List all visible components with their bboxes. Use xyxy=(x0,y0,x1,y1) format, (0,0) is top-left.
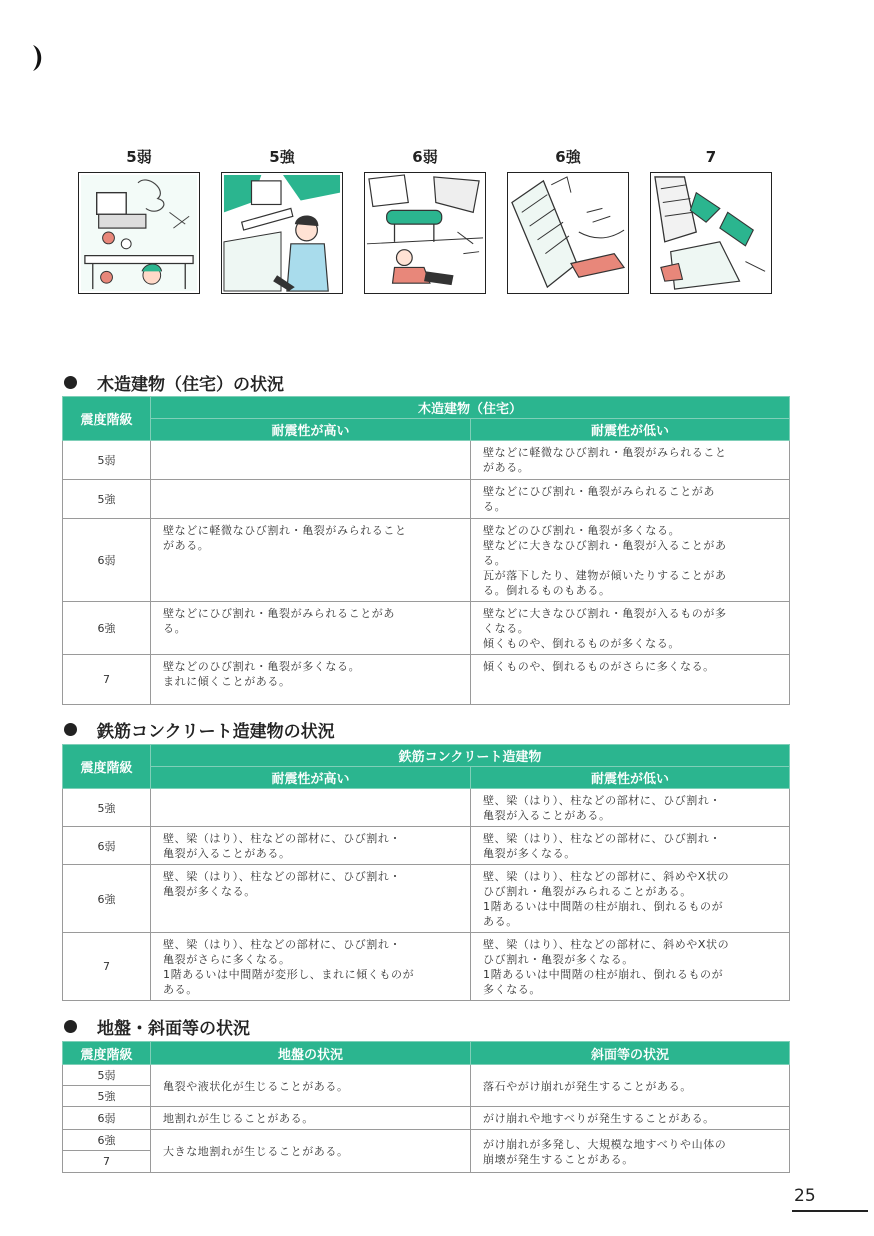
ground-cell: 地割れが生じることがある。 xyxy=(151,1107,471,1130)
level-cell: 6強 xyxy=(63,865,151,933)
panel-5-upper xyxy=(221,146,343,168)
low-cell: 傾くものや、倒れるものがさらに多くなる。 xyxy=(471,655,790,705)
ground-table xyxy=(62,1041,790,1173)
high-cell xyxy=(151,789,471,827)
slope-cell: 落石やがけ崩れが発生することがある。 xyxy=(471,1065,790,1107)
low-cell: 壁、梁（はり）、柱などの部材に、斜めやX状の ひび割れ・亀裂が多くなる。 1階あるいは中間階の柱が崩れ、倒れるものが 多くなる。 xyxy=(471,933,790,1001)
header-level: 震度階級 xyxy=(63,397,151,441)
slope-cell: がけ崩れや地すべりが発生することがある。 xyxy=(471,1107,790,1130)
level-cell: 5強 xyxy=(63,789,151,827)
bullet-icon xyxy=(64,723,77,736)
header-level: 震度階級 xyxy=(63,745,151,789)
section-title-text: 木造建物（住宅）の状況 xyxy=(97,375,284,395)
table-row xyxy=(63,602,790,655)
level-cell: 7 xyxy=(63,655,151,705)
table-row xyxy=(63,1065,790,1086)
high-cell: 壁、梁（はり）、柱などの部材に、ひび割れ・ 亀裂がさらに多くなる。 1階あるいは中間階が変形し、まれに傾くものが ある。 xyxy=(151,933,471,1001)
table-row xyxy=(63,1130,790,1151)
panel-6-upper xyxy=(507,146,629,168)
table-row xyxy=(63,1107,790,1130)
slope-cell: がけ崩れが多発し、大規模な地すべりや山体の 崩壊が発生することがある。 xyxy=(471,1130,790,1173)
header-slope: 斜面等の状況 xyxy=(471,1042,790,1065)
panel-5-lower xyxy=(78,146,200,168)
level-cell: 6弱 xyxy=(63,1107,151,1130)
low-cell: 壁などに軽微なひび割れ・亀裂がみられること がある。 xyxy=(471,441,790,480)
section-title-wood xyxy=(64,370,284,395)
header-group: 木造建物（住宅） xyxy=(151,397,790,419)
panel-6-lower xyxy=(364,146,486,168)
level-cell: 6弱 xyxy=(63,827,151,865)
low-cell: 壁、梁（はり）、柱などの部材に、ひび割れ・ 亀裂が多くなる。 xyxy=(471,827,790,865)
low-cell: 壁、梁（はり）、柱などの部材に、ひび割れ・ 亀裂が入ることがある。 xyxy=(471,789,790,827)
header-ground: 地盤の状況 xyxy=(151,1042,471,1065)
illustration-image xyxy=(364,172,486,294)
header-low: 耐震性が低い xyxy=(471,419,790,441)
panel-label: 5強 xyxy=(269,148,295,166)
ground-cell: 亀裂や液状化が生じることがある。 xyxy=(151,1065,471,1107)
illustration-image xyxy=(78,172,200,294)
high-cell: 壁、梁（はり）、柱などの部材に、ひび割れ・ 亀裂が多くなる。 xyxy=(151,865,471,933)
bullet-icon xyxy=(64,1020,77,1033)
low-cell: 壁などに大きなひび割れ・亀裂が入るものが多 くなる。 傾くものや、倒れるものが多くなる。 xyxy=(471,602,790,655)
level-cell: 5弱 xyxy=(63,1065,151,1086)
bullet-icon xyxy=(64,376,77,389)
ground-cell: 大きな地割れが生じることがある。 xyxy=(151,1130,471,1173)
header-level: 震度階級 xyxy=(63,1042,151,1065)
high-cell: 壁、梁（はり）、柱などの部材に、ひび割れ・ 亀裂が入ることがある。 xyxy=(151,827,471,865)
level-cell: 5弱 xyxy=(63,441,151,480)
level-cell: 5強 xyxy=(63,1086,151,1107)
high-cell: 壁などにひび割れ・亀裂がみられることがあ る。 xyxy=(151,602,471,655)
level-cell: 7 xyxy=(63,1151,151,1173)
header-high: 耐震性が高い xyxy=(151,419,471,441)
page-number-rule xyxy=(792,1210,868,1212)
wood-table xyxy=(62,396,790,705)
rc-table xyxy=(62,744,790,1001)
table-row xyxy=(63,480,790,519)
low-cell: 壁、梁（はり）、柱などの部材に、斜めやX状の ひび割れ・亀裂がみられることがある。 1階あるいは中間階の柱が崩れ、倒れるものが ある。 xyxy=(471,865,790,933)
table-row xyxy=(63,519,790,602)
section-title-ground xyxy=(64,1014,250,1039)
table-row xyxy=(63,827,790,865)
level-cell: 6強 xyxy=(63,602,151,655)
binding-mark xyxy=(30,44,46,72)
section-title-rc xyxy=(64,717,335,742)
low-cell: 壁などのひび割れ・亀裂が多くなる。 壁などに大きなひび割れ・亀裂が入ることがあ る。 瓦が落下したり、建物が傾いたりすることがあ る。倒れるものもある。 xyxy=(471,519,790,602)
table-row xyxy=(63,655,790,705)
table-row xyxy=(63,865,790,933)
illustration-image xyxy=(221,172,343,294)
high-cell: 壁などに軽微なひび割れ・亀裂がみられること がある。 xyxy=(151,519,471,602)
panel-label: 6弱 xyxy=(412,148,438,166)
level-cell: 6弱 xyxy=(63,519,151,602)
level-cell: 6強 xyxy=(63,1130,151,1151)
table-row xyxy=(63,933,790,1001)
panel-7 xyxy=(650,146,772,168)
level-cell: 5強 xyxy=(63,480,151,519)
panel-label: 7 xyxy=(705,148,717,166)
header-high: 耐震性が高い xyxy=(151,767,471,789)
high-cell xyxy=(151,441,471,480)
illustration-image xyxy=(507,172,629,294)
panel-label: 6強 xyxy=(555,148,581,166)
level-cell: 7 xyxy=(63,933,151,1001)
page-number: 25 xyxy=(794,1186,816,1206)
header-low: 耐震性が低い xyxy=(471,767,790,789)
section-title-text: 地盤・斜面等の状況 xyxy=(97,1019,250,1039)
high-cell xyxy=(151,480,471,519)
panel-label: 5弱 xyxy=(126,148,152,166)
high-cell: 壁などのひび割れ・亀裂が多くなる。 まれに傾くことがある。 xyxy=(151,655,471,705)
section-title-text: 鉄筋コンクリート造建物の状況 xyxy=(97,722,335,742)
low-cell: 壁などにひび割れ・亀裂がみられることがあ る。 xyxy=(471,480,790,519)
table-row xyxy=(63,441,790,480)
table-row xyxy=(63,789,790,827)
illustration-image xyxy=(650,172,772,294)
header-group: 鉄筋コンクリート造建物 xyxy=(151,745,790,767)
